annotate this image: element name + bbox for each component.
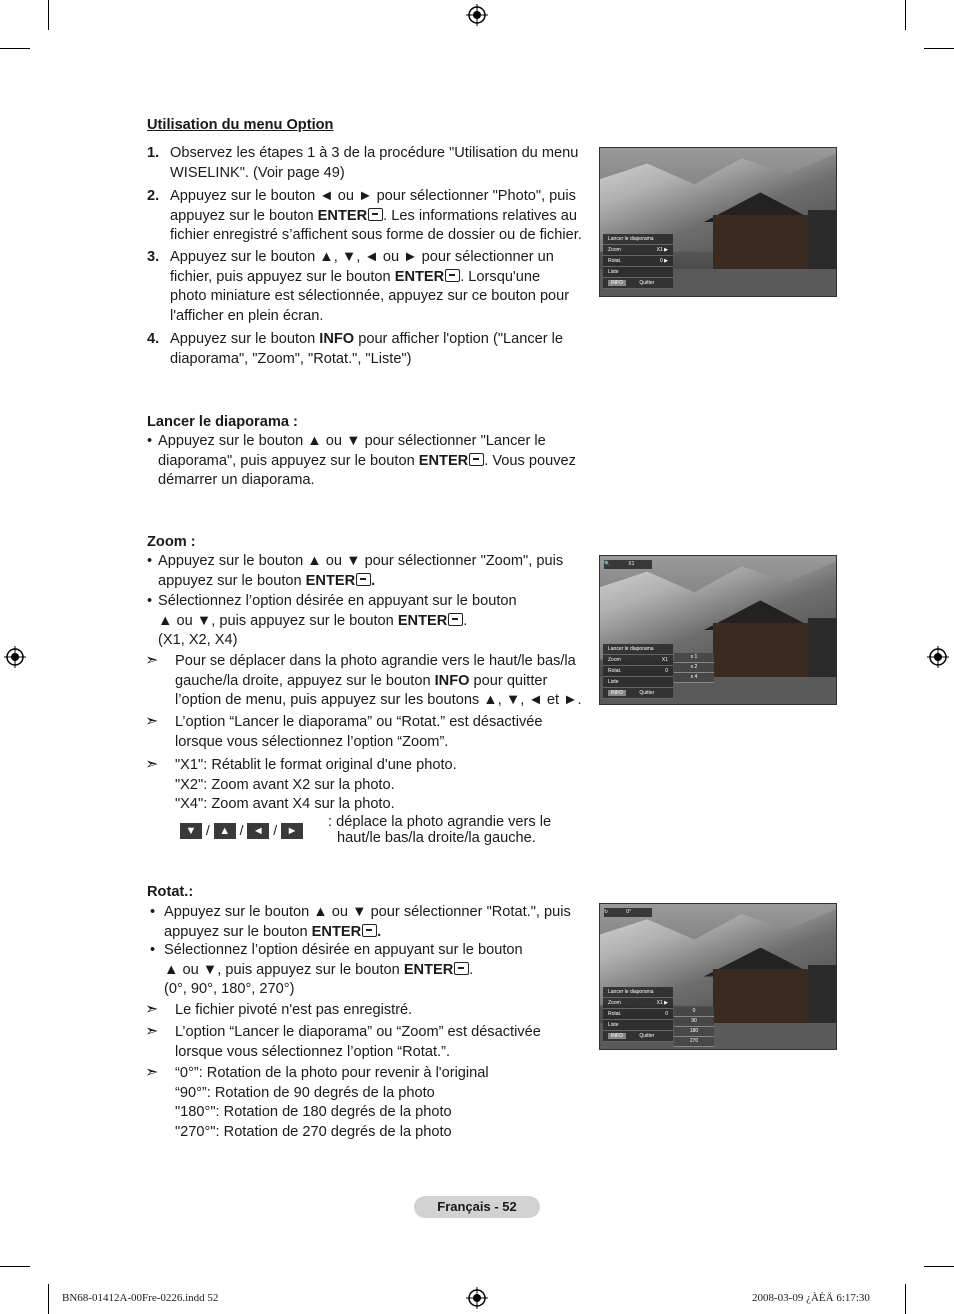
nav-description: : déplace la photo agrandie vers le haut/le bas/la droite/la gauche.: [328, 814, 552, 846]
submenu-item: x 2: [674, 663, 714, 673]
menu-item: Lancer le diaporama: [603, 987, 673, 998]
magnifier-icon: 🔍: [604, 561, 611, 567]
crop-mark: [48, 0, 49, 30]
rotat-title: Rotat.:: [147, 884, 194, 900]
right-arrow-button-icon: ►: [281, 823, 303, 839]
lancer-text: Appuyez sur le bouton ▲ ou ▼ pour sélectionner "Lancer le diaporama", puis appuyez sur le bouton ENTER . Vous pouvez démarrer un diaporama.: [158, 433, 576, 489]
step-number: 2.: [147, 188, 160, 204]
rotation-submenu: [674, 1007, 714, 1047]
menu-item: Zoom X1: [603, 655, 673, 666]
note-arrow-icon: ➣: [145, 756, 159, 773]
menu-item: Liste: [603, 677, 673, 688]
step-1-text: Observez les étapes 1 à 3 de la procédure "Utilisation du menu WISELINK". (Voir page 49): [170, 145, 579, 181]
menu-item: Zoom X1 ▶: [603, 998, 673, 1009]
date-slug: 2008-03-09 ¿ÀÈÄ 6:17:30: [752, 1292, 870, 1304]
rotat-bullet-2: Sélectionnez l’option désirée en appuyant sur le bouton ▲ ou ▼, puis appuyez sur le bouton ENTER . (0°, 90°, 180°, 270°): [164, 942, 523, 998]
step-2-text: Appuyez sur le bouton ◄ ou ► pour sélectionner "Photo", puis appuyez sur le bouton ENTER . Les informations relatives au fichier enregistré s’affichent sous forme de dossier ou de fichier.: [170, 188, 582, 244]
option-menu: [603, 644, 673, 699]
enter-icon: [362, 924, 377, 937]
registration-mark-icon: [466, 4, 488, 26]
down-arrow-button-icon: ▼: [180, 823, 202, 839]
enter-icon: [454, 962, 469, 975]
note-arrow-icon: ➣: [145, 652, 159, 669]
bullet: •: [147, 433, 153, 449]
submenu-item: 270: [674, 1037, 714, 1047]
option-menu: [603, 987, 673, 1042]
lancer-title: Lancer le diaporama :: [147, 414, 298, 430]
tv-screenshot-option-menu: [599, 147, 837, 297]
left-arrow-button-icon: ◄: [247, 823, 269, 839]
enter-icon: [448, 613, 463, 626]
note-arrow-icon: ➣: [145, 1023, 159, 1040]
submenu-item: x 4: [674, 673, 714, 683]
submenu-item: 90: [674, 1017, 714, 1027]
crop-mark: [0, 1266, 30, 1267]
bullet: •: [147, 593, 153, 609]
enter-icon: [356, 573, 371, 586]
menu-item: Zoom X1 ▶: [603, 245, 673, 256]
step-number: 4.: [147, 331, 160, 347]
file-slug: BN68-01412A-00Fre-0226.indd 52: [62, 1292, 219, 1304]
step-number: 1.: [147, 145, 160, 161]
crop-mark: [0, 48, 30, 49]
submenu-item: 0: [674, 1007, 714, 1017]
menu-item: Rotat. 0: [603, 666, 673, 677]
crop-mark: [924, 48, 954, 49]
menu-item: Lancer le diaporama: [603, 234, 673, 245]
zoom-note-3: "X1": Rétablit le format original d'une photo. "X2": Zoom avant X2 sur la photo. "X4": Zoom avant X4 sur la photo.: [175, 757, 457, 813]
zoom-note-2: L’option “Lancer le diaporama” ou “Rotat.” est désactivée lorsque vous sélectionnez l’option “Zoom”.: [175, 714, 543, 750]
option-menu: [603, 234, 673, 289]
rotat-note-2: L’option “Lancer le diaporama” ou “Zoom” est désactivée lorsque vous sélectionnez l’option “Rotat.”.: [175, 1024, 541, 1060]
tv-screenshot-rotation: [599, 903, 837, 1050]
crop-mark: [48, 1284, 49, 1314]
menu-item: Liste: [603, 267, 673, 278]
menu-item: Rotat. 0 ▶: [603, 256, 673, 267]
menu-item: Liste: [603, 1020, 673, 1031]
menu-footer: INFO Quitter: [603, 688, 673, 699]
zoom-bullet-1: Appuyez sur le bouton ▲ ou ▼ pour sélectionner "Zoom", puis appuyez sur le bouton ENTER .: [158, 553, 564, 589]
zoom-bullet-2: Sélectionnez l’option désirée en appuyant sur le bouton ▲ ou ▼, puis appuyez sur le bouton ENTER . (X1, X2, X4): [158, 593, 517, 649]
note-arrow-icon: ➣: [145, 1001, 159, 1018]
step-3-text: Appuyez sur le bouton ▲, ▼, ◄ ou ► pour sélectionner un fichier, puis appuyez sur le bouton ENTER . Lorsqu'une photo miniature est sélectionnée, appuyez sur ce bouton pour l'afficher en plein écran.: [170, 249, 570, 324]
step-4-text: Appuyez sur le bouton INFO pour afficher l'option ("Lancer le diaporama", "Zoom", "Rotat.", "Liste"): [170, 331, 564, 367]
tv-screenshot-zoom: [599, 555, 837, 705]
rotation-indicator: ↻ 0°: [604, 908, 652, 917]
rotat-bullet-1: Appuyez sur le bouton ▲ ou ▼ pour sélectionner "Rotat.", puis appuyez sur le bouton ENTER .: [164, 904, 571, 940]
zoom-note-1: Pour se déplacer dans la photo agrandie vers le haut/le bas/la gauche/la droite, appuyez sur le bouton INFO pour quitter l’option de menu, puis appuyez sur les boutons ▲, ▼, ◄ et ►.: [175, 653, 582, 709]
crop-mark: [924, 1266, 954, 1267]
crop-mark: [905, 0, 906, 30]
note-arrow-icon: ➣: [145, 713, 159, 730]
nav-buttons: ▼ / ▲ / ◄ / ►: [180, 822, 303, 839]
bullet: •: [150, 904, 156, 920]
zoom-indicator: 🔍 X1: [604, 560, 652, 569]
enter-icon: [445, 269, 460, 282]
menu-item: Lancer le diaporama: [603, 644, 673, 655]
zoom-title: Zoom :: [147, 534, 196, 550]
bullet: •: [150, 942, 156, 958]
bullet: •: [147, 553, 153, 569]
rotat-note-1: Le fichier pivoté n'est pas enregistré.: [175, 1002, 413, 1018]
page-number-badge: Français - 52: [414, 1196, 540, 1218]
enter-icon: [368, 208, 383, 221]
menu-footer: INFO Quitter: [603, 1031, 673, 1042]
enter-icon: [469, 453, 484, 466]
up-arrow-button-icon: ▲: [214, 823, 236, 839]
registration-mark-icon: [927, 646, 949, 668]
registration-mark-icon: [466, 1287, 488, 1309]
submenu-item: 180: [674, 1027, 714, 1037]
submenu-item: x 1: [674, 653, 714, 663]
zoom-submenu: [674, 653, 714, 683]
step-number: 3.: [147, 249, 160, 265]
crop-mark: [905, 1284, 906, 1314]
note-arrow-icon: ➣: [145, 1064, 159, 1081]
rotate-icon: ↻: [604, 909, 609, 915]
menu-footer: INFO Quitter: [603, 278, 673, 289]
rotat-note-3: “0°”: Rotation de la photo pour revenir à l'original “90°”: Rotation de 90 degrés de la photo "180°": Rotation de 180 degrés de la photo "270°": Rotation de 270 degrés de la photo: [175, 1065, 489, 1140]
registration-mark-icon: [4, 646, 26, 668]
section-heading: Utilisation du menu Option: [147, 117, 334, 133]
menu-item: Rotat. 0: [603, 1009, 673, 1020]
